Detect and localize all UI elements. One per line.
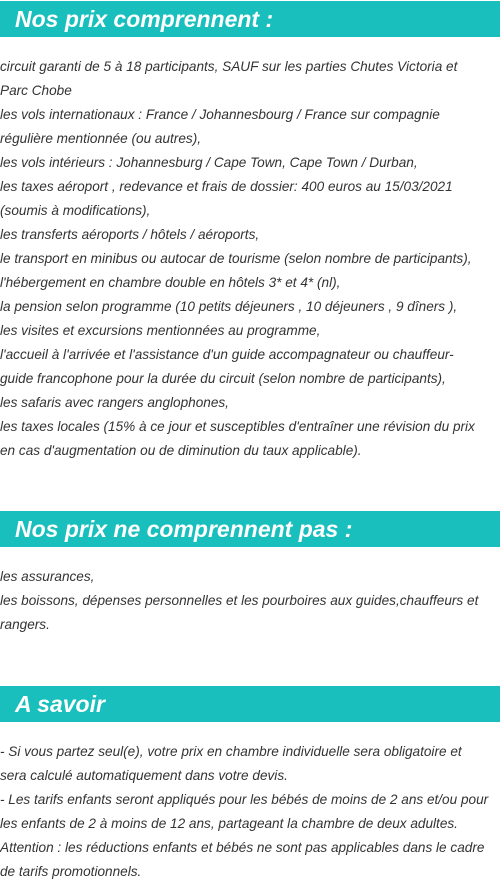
section-title-to-know: A savoir	[0, 686, 500, 722]
included-line: guide francophone pour la durée du circuit (selon nombre de participants),	[0, 371, 446, 386]
included-line: Parc Chobe	[0, 83, 72, 98]
included-list	[0, 55, 500, 463]
included-line: l'accueil à l'arrivée et l'assistance d'un guide accompagnateur ou chauffeur-	[0, 347, 454, 362]
included-line: les taxes aéroport , redevance et frais de dossier: 400 euros au 15/03/2021	[0, 179, 453, 194]
included-line: les vols internationaux : France / Johannesbourg / France sur compagnie	[0, 107, 440, 122]
included-line: la pension selon programme (10 petits déjeuners , 10 déjeuners , 9 dîners ),	[0, 299, 458, 314]
to-know-line: - Les tarifs enfants seront appliqués pour les bébés de moins de 2 ans et/ou pour	[0, 792, 489, 807]
excluded-line: les assurances,	[0, 569, 95, 584]
included-line: circuit garanti de 5 à 18 participants, SAUF sur les parties Chutes Victoria et	[0, 59, 458, 74]
to-know-list	[0, 740, 500, 884]
included-line: régulière mentionnée (ou autres),	[0, 131, 201, 146]
included-line: les vols intérieurs : Johannesburg / Cape Town, Cape Town / Durban,	[0, 155, 418, 170]
included-line: les taxes locales (15% à ce jour et susceptibles d'entraîner une révision du prix	[0, 419, 475, 434]
section-title-excluded: Nos prix ne comprennent pas :	[0, 511, 500, 547]
included-line: les safaris avec rangers anglophones,	[0, 395, 229, 410]
excluded-line: les boissons, dépenses personnelles et les pourboires aux guides,chauffeurs et	[0, 593, 479, 608]
to-know-line: sera calculé automatiquement dans votre devis.	[0, 768, 288, 783]
included-line: le transport en minibus ou autocar de tourisme (selon nombre de participants),	[0, 251, 472, 266]
included-line: les visites et excursions mentionnées au programme,	[0, 323, 321, 338]
to-know-line: - Si vous partez seul(e), votre prix en chambre individuelle sera obligatoire et	[0, 744, 462, 759]
included-line: en cas d'augmentation ou de diminution du taux applicable).	[0, 443, 362, 458]
to-know-line: Attention : les réductions enfants et bébés ne sont pas applicables dans le cadre	[0, 840, 485, 855]
section-title-included: Nos prix comprennent :	[0, 1, 500, 37]
included-line: l'hébergement en chambre double en hôtels 3* et 4* (nl),	[0, 275, 341, 290]
to-know-line: les enfants de 2 à moins de 12 ans, partageant la chambre de deux adultes.	[0, 816, 458, 831]
included-line: (soumis à modifications),	[0, 203, 151, 218]
to-know-line: de tarifs promotionnels.	[0, 864, 142, 879]
excluded-list	[0, 565, 500, 637]
included-line: les transferts aéroports / hôtels / aéroports,	[0, 227, 260, 242]
excluded-line: rangers.	[0, 617, 50, 632]
